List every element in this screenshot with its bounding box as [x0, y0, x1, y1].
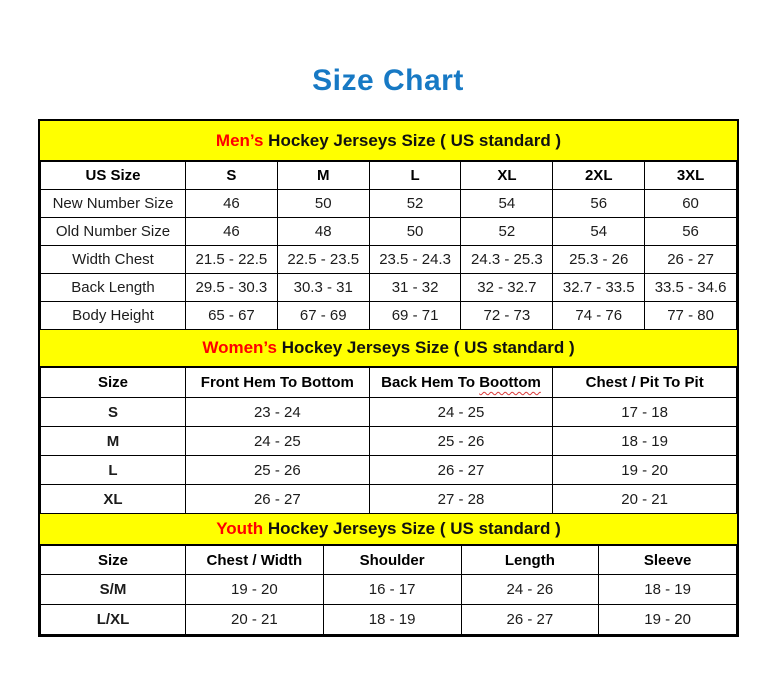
cell: 20 - 21	[553, 485, 737, 514]
table-row	[41, 274, 737, 302]
back-hem-misspelled-word: Boottom	[479, 374, 541, 391]
youth-column-header-shoulder: Shoulder	[323, 546, 461, 575]
cell: 31 - 32	[369, 274, 461, 302]
cell: 46	[186, 218, 278, 246]
mens-column-header-m: M	[277, 162, 369, 190]
table-row	[41, 485, 737, 514]
cell: 56	[553, 190, 645, 218]
cell: 19 - 20	[599, 605, 737, 635]
cell: 18 - 19	[599, 575, 737, 605]
row-label: Body Height	[41, 302, 186, 330]
womens-size-table	[40, 367, 737, 514]
cell: 50	[369, 218, 461, 246]
cell: 26 - 27	[461, 605, 599, 635]
cell: 26 - 27	[186, 485, 370, 514]
youth-section-banner	[40, 514, 737, 545]
row-label: S/M	[41, 575, 186, 605]
cell: 24 - 26	[461, 575, 599, 605]
cell: 19 - 20	[186, 575, 324, 605]
cell: 54	[553, 218, 645, 246]
cell: 17 - 18	[553, 398, 737, 427]
cell: 18 - 19	[323, 605, 461, 635]
womens-column-header-chest: Chest / Pit To Pit	[553, 368, 737, 398]
cell: 23.5 - 24.3	[369, 246, 461, 274]
cell: 67 - 69	[277, 302, 369, 330]
cell: 52	[369, 190, 461, 218]
cell: 24 - 25	[186, 427, 370, 456]
cell: 18 - 19	[553, 427, 737, 456]
cell: 25 - 26	[186, 456, 370, 485]
cell: 33.5 - 34.6	[645, 274, 737, 302]
table-row	[41, 246, 737, 274]
cell: 16 - 17	[323, 575, 461, 605]
cell: 69 - 71	[369, 302, 461, 330]
cell: 19 - 20	[553, 456, 737, 485]
womens-header-row	[41, 368, 737, 398]
cell: 29.5 - 30.3	[186, 274, 278, 302]
womens-column-header-back-hem	[369, 368, 553, 398]
cell: 48	[277, 218, 369, 246]
cell: 26 - 27	[369, 456, 553, 485]
womens-column-header-size: Size	[41, 368, 186, 398]
womens-banner-text: Hockey Jerseys Size ( US standard )	[276, 338, 575, 357]
page-title: Size Chart	[312, 64, 464, 97]
row-label: L	[41, 456, 186, 485]
youth-header-row	[41, 546, 737, 575]
womens-column-header-front-hem: Front Hem To Bottom	[186, 368, 370, 398]
cell: 25.3 - 26	[553, 246, 645, 274]
mens-column-header-xl: XL	[461, 162, 553, 190]
cell: 27 - 28	[369, 485, 553, 514]
cell: 24 - 25	[369, 398, 553, 427]
row-label: S	[41, 398, 186, 427]
youth-column-header-chest: Chest / Width	[186, 546, 324, 575]
cell: 77 - 80	[645, 302, 737, 330]
cell: 22.5 - 23.5	[277, 246, 369, 274]
cell: 60	[645, 190, 737, 218]
table-row	[41, 575, 737, 605]
youth-banner-highlight: Youth	[216, 519, 264, 538]
mens-size-table	[40, 161, 737, 330]
youth-column-header-sleeve: Sleeve	[599, 546, 737, 575]
cell: 21.5 - 22.5	[186, 246, 278, 274]
row-label: Back Length	[41, 274, 186, 302]
youth-size-table	[40, 545, 737, 635]
womens-section-banner	[40, 330, 737, 367]
cell: 20 - 21	[186, 605, 324, 635]
size-chart-frame	[38, 119, 739, 637]
cell: 32.7 - 33.5	[553, 274, 645, 302]
mens-header-row	[41, 162, 737, 190]
table-row	[41, 605, 737, 635]
mens-column-header-2xl: 2XL	[553, 162, 645, 190]
mens-column-header-3xl: 3XL	[645, 162, 737, 190]
mens-column-header-us-size: US Size	[41, 162, 186, 190]
cell: 54	[461, 190, 553, 218]
table-row	[41, 302, 737, 330]
row-label: New Number Size	[41, 190, 186, 218]
row-label: M	[41, 427, 186, 456]
row-label: Width Chest	[41, 246, 186, 274]
row-label: Old Number Size	[41, 218, 186, 246]
cell: 56	[645, 218, 737, 246]
cell: 74 - 76	[553, 302, 645, 330]
cell: 24.3 - 25.3	[461, 246, 553, 274]
table-row	[41, 427, 737, 456]
cell: 25 - 26	[369, 427, 553, 456]
cell: 46	[186, 190, 278, 218]
womens-banner-highlight: Women’s	[202, 338, 277, 357]
table-row	[41, 456, 737, 485]
cell: 52	[461, 218, 553, 246]
mens-banner-text: Hockey Jerseys Size ( US standard )	[263, 131, 562, 150]
table-row	[41, 190, 737, 218]
mens-section-banner	[40, 121, 737, 161]
mens-banner-highlight: Men’s	[215, 131, 264, 150]
row-label: XL	[41, 485, 186, 514]
row-label: L/XL	[41, 605, 186, 635]
youth-banner-text: Hockey Jerseys Size ( US standard )	[263, 519, 561, 538]
mens-column-header-l: L	[369, 162, 461, 190]
cell: 65 - 67	[186, 302, 278, 330]
cell: 23 - 24	[186, 398, 370, 427]
table-row	[41, 218, 737, 246]
back-hem-prefix: Back Hem To	[381, 374, 480, 391]
cell: 30.3 - 31	[277, 274, 369, 302]
youth-column-header-length: Length	[461, 546, 599, 575]
cell: 72 - 73	[461, 302, 553, 330]
table-row	[41, 398, 737, 427]
cell: 32 - 32.7	[461, 274, 553, 302]
cell: 50	[277, 190, 369, 218]
cell: 26 - 27	[645, 246, 737, 274]
mens-column-header-s: S	[186, 162, 278, 190]
youth-column-header-size: Size	[41, 546, 186, 575]
